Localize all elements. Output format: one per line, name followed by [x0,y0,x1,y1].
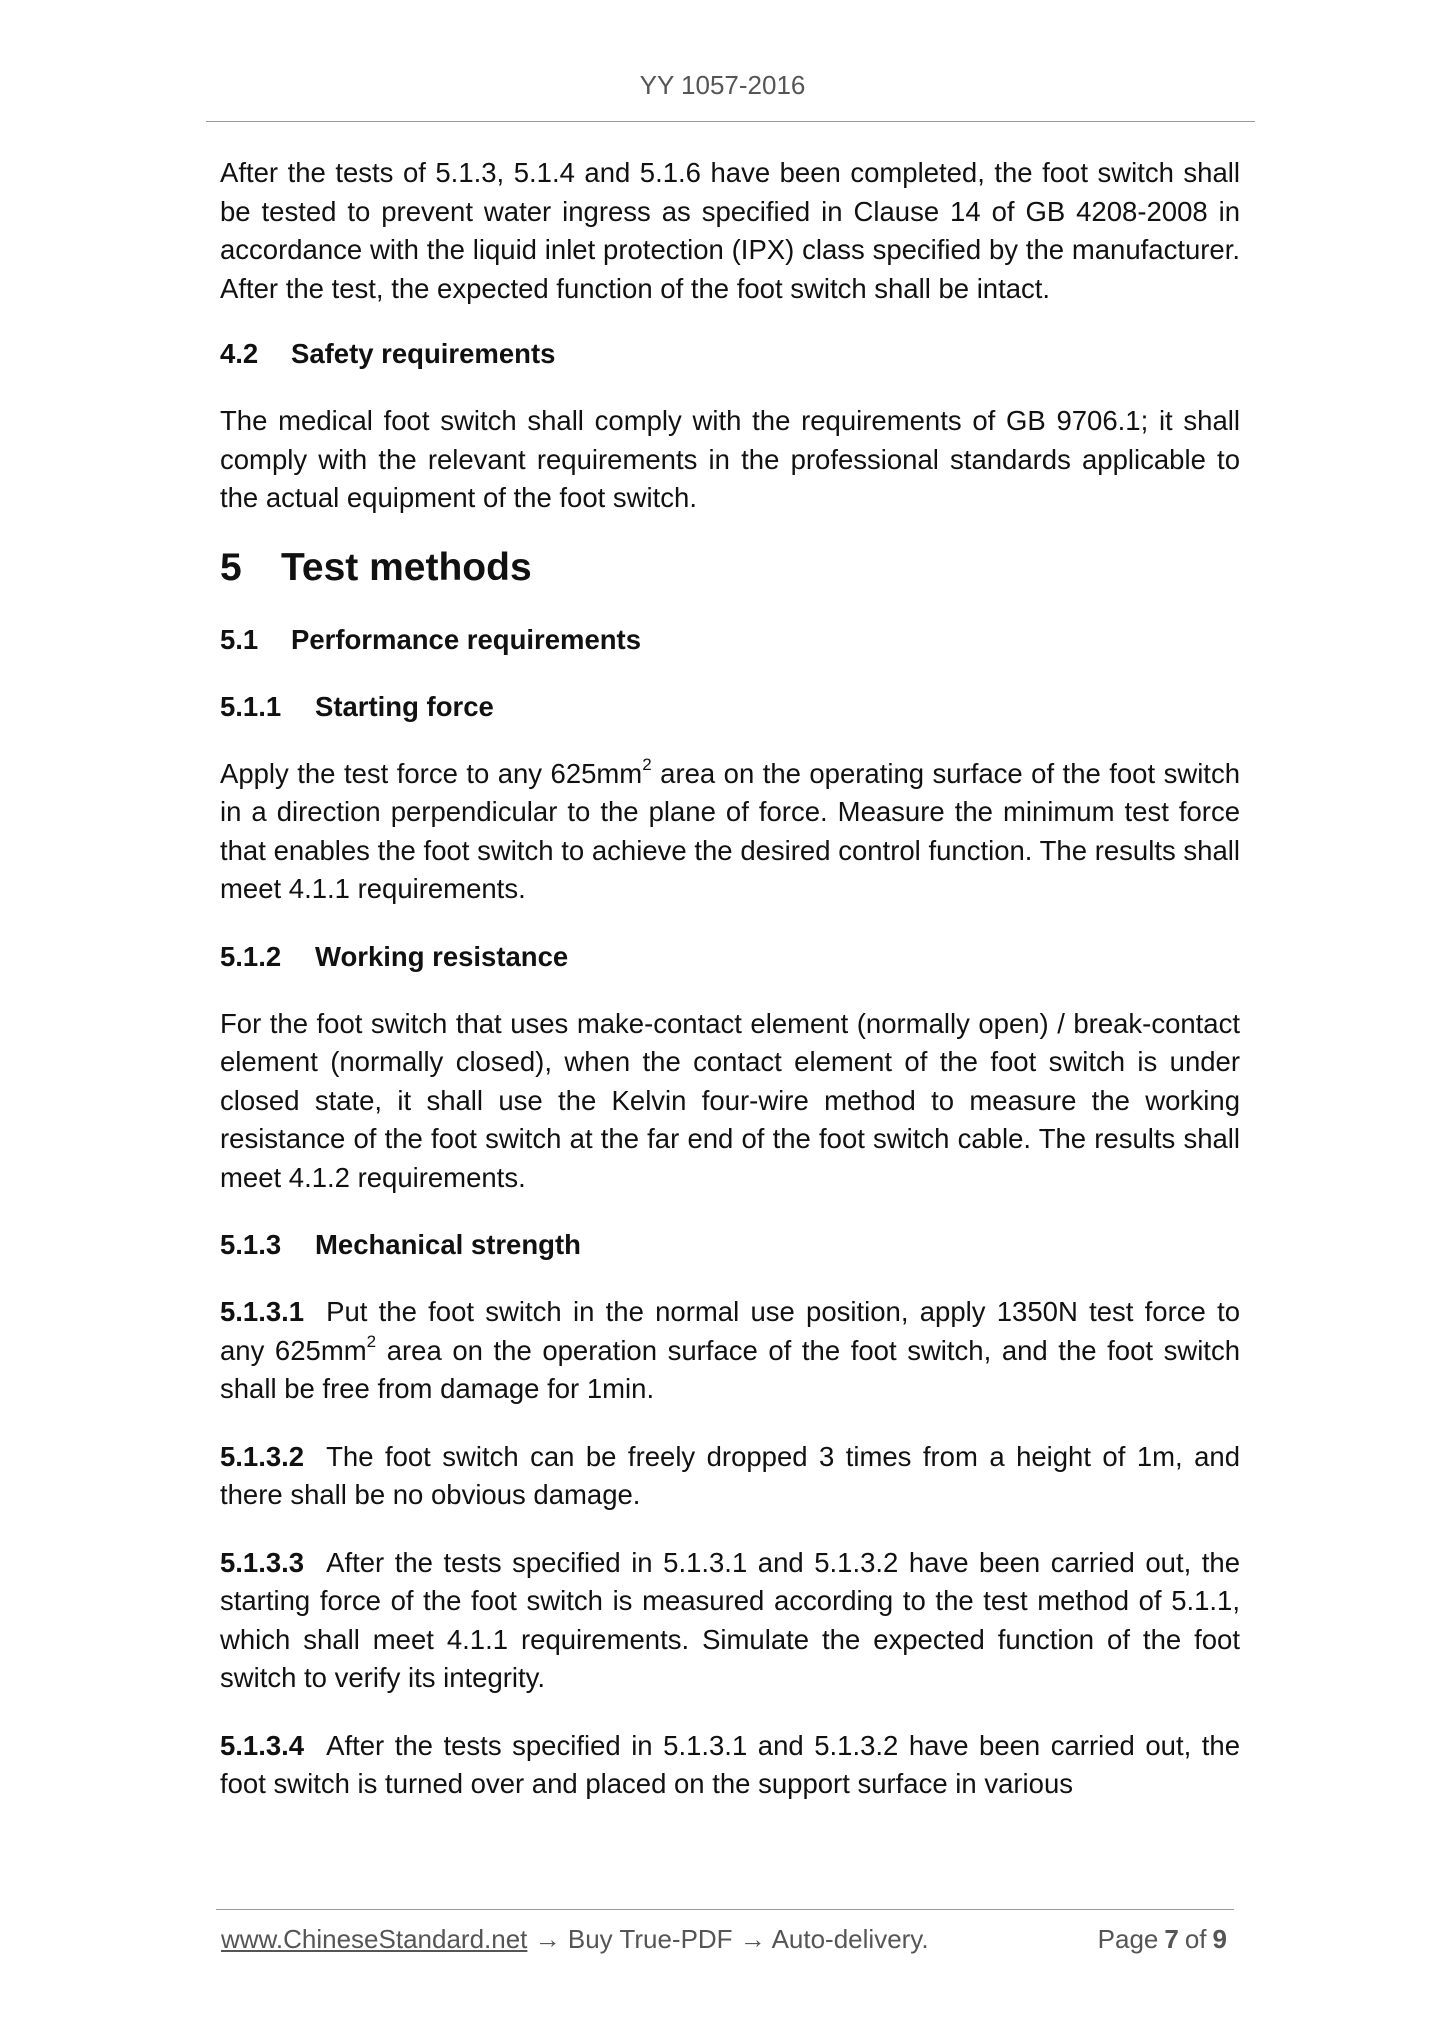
section-number: 5.1.2 [220,940,282,972]
text-run: area on the operating surface of the foot switch in a direction perpendicular to the plane of force. Measure the minimum test force that enables the foot switch to achieve the desired control function. The results shall meet 4.1.1 requirements. [220,757,1240,904]
section-title: Safety requirements [291,338,556,369]
section-4-2-paragraph: The medical foot switch shall comply with the requirements of GB 9706.1; it shall comply with the relevant requirements in the professional standards applicable to the actual equipment of the foot switch. [220,405,1240,513]
section-title: Starting force [315,690,494,722]
section-5-1-3-heading [220,1226,1240,1264]
intro-paragraph: After the tests of 5.1.3, 5.1.4 and 5.1.6 have been completed, the foot switch shall be tested to prevent water ingress as specified in Clause 14 of GB 4208-2008 in accordance with the liquid inlet protection (IPX) class specified by the manufacturer. After the test, the expected function of the foot switch shall be intact. [220,157,1240,304]
chapter-5-heading [220,545,1240,591]
section-5-1-1-paragraph [220,755,1240,909]
section-5-1-2-paragraph: For the foot switch that uses make-contact element (normally open) / break-contact element (normally closed), when the contact element of the foot switch is under closed state, it shall use the Kelvin four-wire method to measure the working resistance of the foot switch at the far end of the foot switch cable. The results shall meet 4.1.2 requirements. [220,1007,1240,1193]
section-5-1-heading [220,621,1240,659]
chapter-title: Test methods [281,545,532,589]
clause-5-1-3-3 [220,1544,1240,1698]
clause-number: 5.1.3.2 [220,1440,305,1472]
superscript: 2 [366,1332,377,1352]
section-title: Performance requirements [291,623,641,655]
document-body [220,154,1240,1804]
section-5-1-1-heading [220,688,1240,726]
section-number: 5.1.3 [220,1229,282,1260]
text-run: After the tests specified in 5.1.3.1 and 5.1.3.2 have been carried out, the starting force of the foot switch is measured according to the test method of 5.1.1, which shall meet 4.1.1 requirements. Simulate the expected function of the foot switch to verify its integrity. [220,1546,1240,1693]
page-indicator [1098,1924,1233,1955]
clause-number: 5.1.3.3 [220,1546,305,1578]
section-title: Working resistance [315,940,569,972]
section-5-1-2-heading [220,938,1240,976]
clause-5-1-3-1 [220,1293,1240,1409]
clause-number: 5.1.3.4 [220,1729,305,1761]
clause-5-1-3-4 [220,1727,1240,1804]
website-link[interactable]: www.ChineseStandard.net [221,1924,528,1954]
footer-promo [221,1924,929,1955]
page-current: 7 [1164,1924,1179,1954]
page-total: 9 [1212,1924,1227,1954]
text-run: area on the operation surface of the foot switch, and the foot switch shall be free from damage for 1min. [220,1334,1240,1404]
section-4-2-heading [220,335,1240,373]
clause-number: 5.1.3.1 [220,1296,305,1327]
text-run: Put the foot switch in the normal use position, apply 1350N test force to any 625mm [220,1296,1240,1366]
chapter-number: 5 [220,545,242,589]
text-run: Apply the test force to any 625mm [220,757,643,789]
text-run: After the tests specified in 5.1.3.1 and 5.1.3.2 have been carried out, the foot switch is turned over and placed on the support surface in various [220,1729,1240,1799]
section-number: 4.2 [220,338,259,369]
footer-tagline: → Buy True-PDF → Auto-delivery. [527,1924,929,1954]
section-number: 5.1.1 [220,690,282,722]
section-title: Mechanical strength [315,1229,581,1260]
clause-5-1-3-2 [220,1438,1240,1515]
of-label: of [1184,1924,1207,1954]
page-header: YY 1057-2016 [639,70,806,100]
text-run: The foot switch can be freely dropped 3 times from a height of 1m, and there shall be no obvious damage. [220,1440,1240,1510]
page-label: Page [1097,1924,1159,1954]
superscript: 2 [642,755,652,775]
footer-divider [216,1909,1234,1910]
section-number: 5.1 [220,623,259,655]
header-divider [206,121,1255,122]
